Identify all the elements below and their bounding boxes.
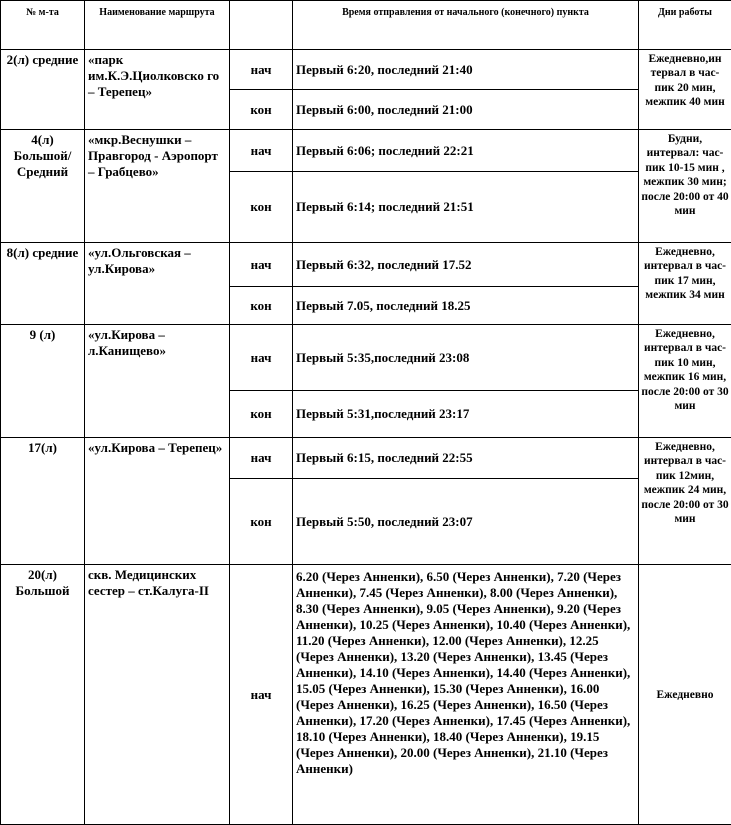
route-direction: нач — [230, 438, 293, 479]
route-time: Первый 6:15, последний 22:55 — [293, 438, 639, 479]
route-direction: кон — [230, 172, 293, 243]
header-route: Наименование маршрута — [85, 1, 230, 50]
route-name: «ул.Ольговская – ул.Кирова» — [85, 243, 230, 325]
route-name: «ул.Кирова – л.Канищево» — [85, 325, 230, 438]
route-days: Ежедневно, интервал в час-пик 12мин, межпик 24 мин, после 20:00 от 30 мин — [639, 438, 731, 565]
header-time: Время отправления от начального (конечного) пункта — [293, 1, 639, 50]
route-direction: кон — [230, 391, 293, 438]
route-time: Первый 6:00, последний 21:00 — [293, 90, 639, 130]
table-row — [1, 130, 731, 172]
route-number: 2(л) средние — [1, 50, 85, 130]
route-direction: нач — [230, 325, 293, 391]
route-time: Первый 6:32, последний 17.52 — [293, 243, 639, 287]
header-number: № м-та — [1, 1, 85, 50]
route-direction: нач — [230, 130, 293, 172]
route-name: «мкр.Веснушки – Правгород - Аэропорт – Грабцево» — [85, 130, 230, 243]
route-days: Ежедневно, интервал в час-пик 10 мин, межпик 16 мин, после 20:00 от 30 мин — [639, 325, 731, 438]
route-time: Первый 5:35,последний 23:08 — [293, 325, 639, 391]
header-days: Дни работы — [639, 1, 731, 50]
table-row — [1, 50, 731, 90]
route-name: «парк им.К.Э.Циолковско го – Терепец» — [85, 50, 230, 130]
route-days: Ежедневно,ин тервал в час-пик 20 мин, межпик 40 мин — [639, 50, 731, 130]
route-number: 8(л) средние — [1, 243, 85, 325]
route-time: 6.20 (Через Анненки), 6.50 (Через Анненки), 7.20 (Через Анненки), 7.45 (Через Анненки), 8.00 (Через Анненки), 8.30 (Через Анненки), 9.05 (Через Анненки), 9.20 (Через Анненки), 10.25 (Через Анненки), 10.40 (Через Анненки), 11.20 (Через Анненки), 12.00 (Через Анненки), 12.25 (Через Анненки), 13.20 (Через Анненки), 13.45 (Через Анненки), 14.10 (Через Анненки), 14.40 (Через Анненки), 15.05 (Через Анненки), 15.30 (Через Анненки), 16.00 (Через Анненки), 16.25 (Через Анненки), 16.50 (Через Анненки), 17.20 (Через Анненки), 17.45 (Через Анненки), 18.10 (Через Анненки), 18.40 (Через Анненки), 19.15 (Через Анненки), 20.00 (Через Анненки), 21.10 (Через Анненки) — [293, 565, 639, 825]
route-time: Первый 5:50, последний 23:07 — [293, 479, 639, 565]
table-row — [1, 325, 731, 391]
route-days: Ежедневно, интервал в час-пик 17 мин, межпик 34 мин — [639, 243, 731, 325]
route-time: Первый 6:14; последний 21:51 — [293, 172, 639, 243]
route-days: Будни, интервал: час-пик 10-15 мин , межпик 30 мин; после 20:00 от 40 мин — [639, 130, 731, 243]
table-row — [1, 565, 731, 825]
route-time: Первый 6:20, последний 21:40 — [293, 50, 639, 90]
header-direction — [230, 1, 293, 50]
route-direction: кон — [230, 479, 293, 565]
route-number: 20(л) Большой — [1, 565, 85, 825]
route-number: 17(л) — [1, 438, 85, 565]
route-time: Первый 5:31,последний 23:17 — [293, 391, 639, 438]
route-time: Первый 6:06; последний 22:21 — [293, 130, 639, 172]
route-direction: нач — [230, 50, 293, 90]
route-name: «ул.Кирова – Терепец» — [85, 438, 230, 565]
route-direction: кон — [230, 90, 293, 130]
route-number: 4(л) Большой/ Средний — [1, 130, 85, 243]
route-direction: нач — [230, 243, 293, 287]
route-direction: кон — [230, 287, 293, 325]
route-days: Ежедневно — [639, 565, 731, 825]
route-number: 9 (л) — [1, 325, 85, 438]
header-row — [1, 1, 731, 50]
table-row — [1, 243, 731, 287]
route-direction: нач — [230, 565, 293, 825]
route-time: Первый 7.05, последний 18.25 — [293, 287, 639, 325]
route-name: скв. Медицинских сестер – ст.Калуга-II — [85, 565, 230, 825]
table-row — [1, 438, 731, 479]
